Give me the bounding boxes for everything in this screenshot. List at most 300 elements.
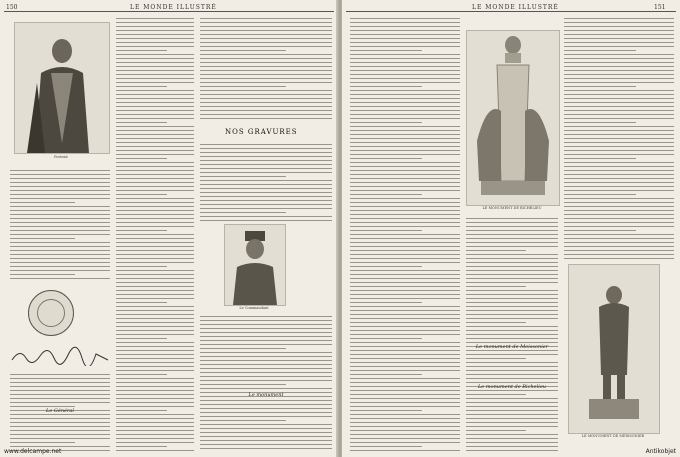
text-line (116, 74, 194, 75)
text-line (350, 398, 460, 399)
text-line (564, 230, 636, 231)
text-line (466, 314, 558, 315)
text-line (466, 266, 558, 267)
text-line (10, 202, 75, 203)
text-line (564, 26, 674, 27)
text-line (116, 410, 167, 411)
text-line (350, 338, 422, 339)
text-line (200, 440, 332, 441)
text-line (200, 436, 332, 437)
text-line (350, 390, 460, 391)
text-line (564, 258, 674, 259)
text-line (200, 424, 332, 425)
text-line (350, 314, 460, 315)
text-line (200, 86, 286, 87)
text-line (200, 340, 332, 341)
text-line (10, 426, 110, 427)
text-line (564, 182, 674, 183)
text-line (116, 430, 194, 431)
text-line (116, 242, 194, 243)
text-line (116, 146, 194, 147)
text-line (116, 290, 194, 291)
text-line (10, 374, 110, 375)
monument-sculpture-icon (467, 31, 559, 205)
text-line (350, 102, 460, 103)
text-line (564, 30, 674, 31)
text-line (466, 278, 558, 279)
text-line (350, 382, 460, 383)
text-line (116, 318, 194, 319)
text-line (350, 214, 460, 215)
text-line (200, 404, 332, 405)
text-line (200, 22, 332, 23)
text-line (466, 438, 558, 439)
text-line (350, 210, 460, 211)
text-line (350, 238, 460, 239)
text-line (350, 98, 460, 99)
text-line (350, 206, 460, 207)
text-line (116, 82, 194, 83)
text-line (200, 220, 332, 221)
meissonier-caption: LE MONUMENT DE MEISSONIER (581, 434, 645, 438)
text-line (200, 18, 332, 19)
text-line (116, 338, 167, 339)
text-line (350, 50, 422, 51)
text-line (350, 394, 460, 395)
text-line (116, 102, 194, 103)
text-line (200, 30, 332, 31)
text-line (200, 46, 332, 47)
text-line (350, 294, 460, 295)
text-line (200, 66, 332, 67)
text-line (10, 234, 110, 235)
text-line (564, 190, 674, 191)
text-line (564, 186, 674, 187)
text-line (200, 160, 332, 161)
right-header-rule (346, 11, 676, 12)
text-line (10, 442, 75, 443)
text-line (350, 422, 460, 423)
text-line (200, 192, 332, 193)
text-line (116, 162, 194, 163)
text-line (200, 70, 332, 71)
text-line (10, 378, 110, 379)
text-line (466, 442, 558, 443)
text-line (116, 214, 194, 215)
text-line (116, 182, 194, 183)
text-line (466, 250, 526, 251)
text-line (116, 386, 194, 387)
text-line (10, 214, 110, 215)
text-line (350, 234, 460, 235)
text-line (200, 372, 332, 373)
text-line (200, 180, 332, 181)
text-line (116, 126, 194, 127)
right-page (342, 0, 680, 457)
text-line (350, 70, 460, 71)
text-line (350, 258, 460, 259)
text-line (200, 82, 332, 83)
text-line (10, 262, 110, 263)
text-line (350, 90, 460, 91)
text-line (350, 190, 460, 191)
text-line (564, 194, 636, 195)
text-line (116, 154, 194, 155)
text-line (350, 226, 460, 227)
right-col2-text (466, 216, 558, 452)
text-line (350, 330, 460, 331)
text-line (564, 78, 674, 79)
text-line (350, 246, 460, 247)
text-line (466, 230, 558, 231)
text-line (350, 106, 460, 107)
text-line (466, 366, 558, 367)
text-line (10, 270, 110, 271)
text-line (564, 46, 674, 47)
meissonier-monument-engraving (568, 264, 660, 434)
text-line (116, 446, 167, 447)
text-line (350, 430, 460, 431)
text-line (116, 286, 194, 287)
text-line (200, 74, 332, 75)
text-line (200, 416, 332, 417)
text-line (350, 282, 460, 283)
text-line (564, 234, 674, 235)
text-line (466, 342, 558, 343)
text-line (350, 162, 460, 163)
text-line (350, 114, 460, 115)
text-line (200, 102, 332, 103)
text-line (466, 406, 558, 407)
text-line (350, 446, 422, 447)
text-line (116, 270, 194, 271)
text-line (10, 390, 110, 391)
text-line (350, 130, 460, 131)
watermark-right: Antikobjet (645, 448, 676, 455)
officer-caption: Le Commandant (239, 306, 269, 310)
text-line (350, 138, 460, 139)
text-line (10, 206, 110, 207)
left-header-rule (4, 11, 334, 12)
text-line (350, 30, 460, 31)
text-line (350, 42, 460, 43)
text-line (10, 414, 110, 415)
text-line (350, 358, 460, 359)
text-line (466, 330, 558, 331)
text-line (200, 156, 332, 157)
text-line (116, 434, 194, 435)
text-line (200, 118, 332, 119)
text-line (350, 38, 460, 39)
text-line (116, 174, 194, 175)
text-line (200, 188, 332, 189)
text-line (200, 94, 332, 95)
text-line (350, 118, 460, 119)
text-line (350, 174, 460, 175)
text-line (200, 400, 332, 401)
text-line (200, 448, 332, 449)
text-line (10, 250, 110, 251)
text-line (564, 22, 674, 23)
text-line (350, 318, 460, 319)
text-line (350, 198, 460, 199)
text-line (350, 202, 460, 203)
text-line (200, 352, 332, 353)
text-line (350, 110, 460, 111)
text-line (564, 166, 674, 167)
text-line (350, 286, 460, 287)
text-line (116, 26, 194, 27)
text-line (116, 202, 194, 203)
text-line (116, 222, 194, 223)
text-line (564, 58, 674, 59)
text-line (200, 328, 332, 329)
officer-figure-icon (225, 225, 285, 305)
text-line (200, 38, 332, 39)
text-line (116, 266, 167, 267)
text-line (466, 398, 558, 399)
text-line (200, 376, 332, 377)
text-line (116, 114, 194, 115)
text-line (350, 186, 460, 187)
left-col3-top-text (200, 16, 332, 120)
text-line (350, 450, 460, 451)
text-line (116, 190, 194, 191)
text-line (466, 302, 558, 303)
text-line (466, 238, 558, 239)
text-line (466, 370, 558, 371)
text-line (200, 196, 332, 197)
text-line (200, 368, 332, 369)
text-line (116, 374, 167, 375)
seal-inner-ring (37, 299, 65, 327)
text-line (350, 350, 460, 351)
text-line (10, 226, 110, 227)
text-line (350, 78, 460, 79)
text-line (350, 158, 422, 159)
text-line (10, 418, 110, 419)
text-line (116, 238, 194, 239)
text-line (350, 150, 460, 151)
text-line (10, 230, 110, 231)
text-line (350, 86, 422, 87)
text-line (116, 334, 194, 335)
text-line (200, 204, 332, 205)
left-subhead-2: Le monument (248, 392, 284, 398)
text-line (116, 166, 194, 167)
text-line (564, 74, 674, 75)
text-line (200, 208, 332, 209)
text-line (350, 378, 460, 379)
left-page-number: 150 (6, 4, 18, 11)
text-line (116, 70, 194, 71)
text-line (10, 242, 110, 243)
text-line (10, 254, 110, 255)
text-line (200, 412, 332, 413)
text-line (466, 290, 558, 291)
text-line (10, 398, 110, 399)
text-line (564, 86, 636, 87)
text-line (350, 370, 460, 371)
text-line (116, 306, 194, 307)
text-line (466, 382, 558, 383)
text-line (466, 226, 558, 227)
text-line (350, 242, 460, 243)
text-line (116, 354, 194, 355)
text-line (200, 212, 286, 213)
right-subhead-1: Le monument de Meissonier (475, 344, 549, 350)
text-line (116, 46, 194, 47)
text-line (10, 246, 110, 247)
text-line (10, 266, 110, 267)
text-line (10, 178, 110, 179)
text-line (350, 298, 460, 299)
text-line (564, 110, 674, 111)
text-line (116, 170, 194, 171)
text-line (200, 114, 332, 115)
text-line (116, 30, 194, 31)
left-col1-text (10, 168, 110, 280)
text-line (466, 430, 526, 431)
text-line (116, 302, 167, 303)
text-line (564, 254, 674, 255)
text-line (10, 422, 110, 423)
text-line (350, 34, 460, 35)
text-line (466, 310, 558, 311)
text-line (466, 390, 558, 391)
text-line (466, 358, 526, 359)
text-line (116, 322, 194, 323)
text-line (466, 318, 558, 319)
text-line (200, 110, 332, 111)
text-line (116, 314, 194, 315)
text-line (466, 254, 558, 255)
text-line (200, 34, 332, 35)
text-line (116, 134, 194, 135)
text-line (116, 426, 194, 427)
text-line (116, 414, 194, 415)
text-line (350, 230, 422, 231)
text-line (350, 46, 460, 47)
text-line (350, 134, 460, 135)
text-line (466, 350, 558, 351)
text-line (200, 380, 332, 381)
text-line (10, 430, 110, 431)
text-line (200, 98, 332, 99)
text-line (116, 398, 194, 399)
text-line (564, 246, 674, 247)
text-line (466, 282, 558, 283)
text-line (116, 382, 194, 383)
text-line (564, 82, 674, 83)
text-line (200, 444, 332, 445)
text-line (466, 234, 558, 235)
text-line (10, 258, 110, 259)
officer-portrait (224, 224, 286, 306)
portrait-figure-icon (15, 23, 109, 153)
text-line (564, 66, 674, 67)
text-line (116, 282, 194, 283)
watermark-left: www.delcampe.net (4, 448, 62, 455)
text-line (564, 154, 674, 155)
text-line (10, 238, 75, 239)
text-line (466, 246, 558, 247)
text-line (116, 402, 194, 403)
text-line (350, 94, 460, 95)
text-line (564, 38, 674, 39)
text-line (116, 342, 194, 343)
right-subhead-2: Le monument de Richelieu (477, 384, 547, 390)
text-line (564, 206, 674, 207)
text-line (200, 78, 332, 79)
text-line (466, 338, 558, 339)
text-line (350, 62, 460, 63)
text-line (116, 230, 167, 231)
text-line (350, 18, 460, 19)
text-line (564, 50, 636, 51)
text-line (116, 118, 194, 119)
text-line (116, 294, 194, 295)
text-line (564, 134, 674, 135)
text-line (350, 266, 422, 267)
text-line (200, 356, 332, 357)
text-line (350, 406, 460, 407)
text-line (116, 310, 194, 311)
text-line (10, 194, 110, 195)
richelieu-caption: LE MONUMENT DE RICHELIEU (482, 206, 542, 210)
text-line (564, 94, 674, 95)
text-line (564, 250, 674, 251)
text-line (564, 130, 674, 131)
text-line (350, 250, 460, 251)
text-line (116, 366, 194, 367)
text-line (350, 82, 460, 83)
text-line (350, 278, 460, 279)
text-line (200, 336, 332, 337)
text-line (200, 184, 332, 185)
text-line (116, 262, 194, 263)
text-line (116, 86, 167, 87)
text-line (116, 186, 194, 187)
text-line (116, 438, 194, 439)
text-line (350, 346, 460, 347)
text-line (564, 218, 674, 219)
text-line (116, 326, 194, 327)
text-line (350, 222, 460, 223)
text-line (350, 342, 460, 343)
text-line (564, 106, 674, 107)
text-line (200, 360, 332, 361)
text-line (466, 334, 558, 335)
text-line (350, 366, 460, 367)
text-line (350, 262, 460, 263)
text-line (200, 176, 286, 177)
text-line (350, 374, 422, 375)
text-line (466, 326, 558, 327)
text-line (200, 432, 332, 433)
text-line (200, 152, 332, 153)
left-subhead-1: Le Général (46, 408, 74, 414)
text-line (564, 90, 674, 91)
text-line (116, 22, 194, 23)
text-line (200, 168, 332, 169)
text-line (116, 138, 194, 139)
text-line (10, 434, 110, 435)
text-line (116, 330, 194, 331)
text-line (466, 374, 558, 375)
text-line (116, 298, 194, 299)
text-line (564, 170, 674, 171)
